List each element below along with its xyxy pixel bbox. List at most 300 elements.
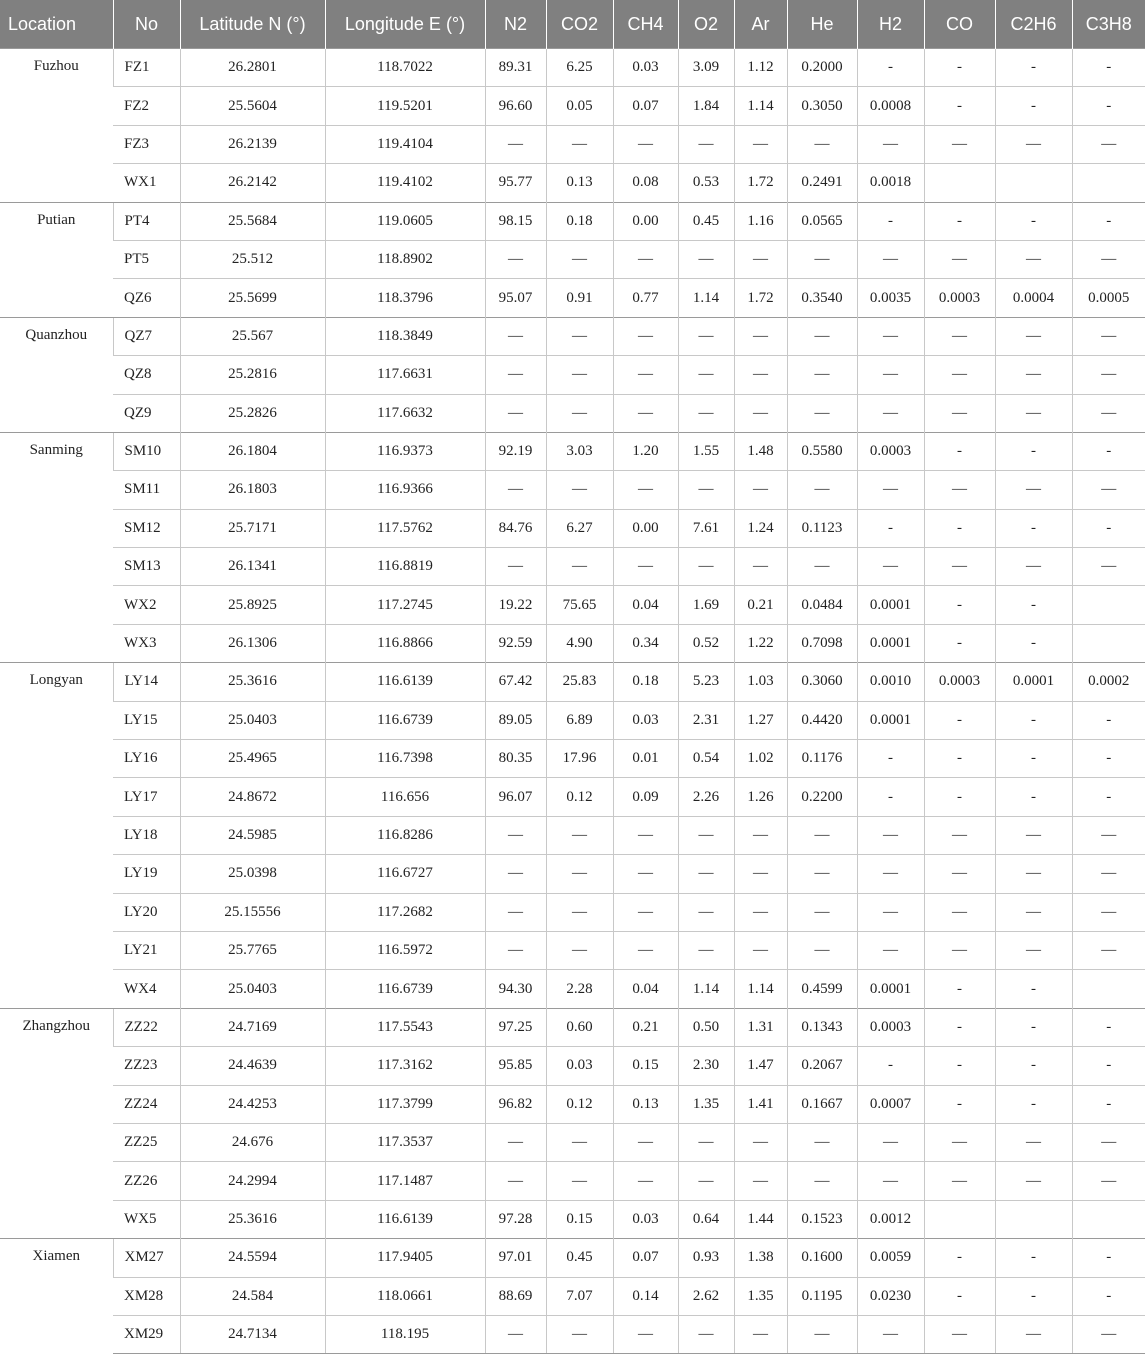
table-cell: — [678,394,734,432]
table-cell: — [734,893,787,931]
table-cell: 0.3540 [787,279,857,317]
table-cell: 1.38 [734,1239,787,1277]
table-row [0,432,1145,470]
table-cell: — [995,1123,1072,1161]
table-cell: — [924,240,995,278]
table-row [0,125,1145,163]
table-cell: 1.14 [734,87,787,125]
sample-number-cell: FZ2 [113,87,180,125]
table-cell: — [613,1162,678,1200]
table-cell: 0.52 [678,624,734,662]
table-cell: 116.5972 [325,931,485,969]
table-cell: 0.0018 [857,164,924,202]
table-cell: 1.69 [678,586,734,624]
table-cell: 0.0003 [924,663,995,701]
table-cell: 0.5580 [787,432,857,470]
table-cell: 116.6139 [325,663,485,701]
table-cell: — [995,356,1072,394]
table-row [0,1047,1145,1085]
table-cell: 0.14 [613,1277,678,1315]
table-cell: 116.6139 [325,1200,485,1238]
table-cell: 0.03 [546,1047,613,1085]
column-header: Latitude N (°) [180,0,325,49]
table-cell: 118.8902 [325,240,485,278]
location-cell: Putian [0,202,113,317]
table-cell: 2.26 [678,778,734,816]
sample-number-cell: LY20 [113,893,180,931]
table-cell: - [924,778,995,816]
table-row [0,164,1145,202]
table-cell: — [546,1123,613,1161]
column-header: Ar [734,0,787,49]
table-cell: — [678,816,734,854]
table-cell: 116.9373 [325,432,485,470]
table-cell: - [1072,202,1145,240]
table-cell: 84.76 [485,509,546,547]
table-cell: — [995,1162,1072,1200]
table-cell: - [995,509,1072,547]
table-cell: 1.24 [734,509,787,547]
table-cell: 117.2745 [325,586,485,624]
table-cell: 25.3616 [180,663,325,701]
table-cell: — [787,394,857,432]
table-cell: 0.1523 [787,1200,857,1238]
sample-number-cell: SM13 [113,548,180,586]
table-cell: — [787,240,857,278]
table-cell: — [485,240,546,278]
table-cell: 0.12 [546,1085,613,1123]
table-cell: — [734,1315,787,1353]
table-cell: 1.72 [734,164,787,202]
table-cell: - [924,1239,995,1277]
table-cell: 26.2142 [180,164,325,202]
table-cell: — [485,931,546,969]
table-cell: 97.01 [485,1239,546,1277]
table-cell: — [787,931,857,969]
table-cell: — [546,356,613,394]
table-cell: 0.0001 [857,586,924,624]
table-cell: 1.16 [734,202,787,240]
table-cell: 17.96 [546,740,613,778]
table-cell: — [678,356,734,394]
column-header: Location [0,0,113,49]
table-cell: — [787,1162,857,1200]
table-cell: — [613,240,678,278]
table-cell: 25.7765 [180,931,325,969]
table-row [0,1162,1145,1200]
table-cell: — [857,1315,924,1353]
table-row [0,87,1145,125]
table-cell: — [546,394,613,432]
table-cell: — [1072,125,1145,163]
table-cell: 0.0003 [924,279,995,317]
table-cell: — [787,548,857,586]
table-cell: — [485,548,546,586]
table-cell: 0.0035 [857,279,924,317]
table-cell: — [678,125,734,163]
table-row [0,548,1145,586]
table-cell: 0.4420 [787,701,857,739]
table-cell: — [734,317,787,355]
table-cell: — [924,1315,995,1353]
table-cell: 0.77 [613,279,678,317]
column-header: O2 [678,0,734,49]
table-cell: 1.14 [678,970,734,1008]
table-cell: — [787,317,857,355]
table-row [0,1315,1145,1353]
table-cell: — [734,356,787,394]
table-cell: — [485,1123,546,1161]
table-cell: - [995,1047,1072,1085]
table-cell: - [924,87,995,125]
table-cell: 26.2801 [180,49,325,87]
column-header: N2 [485,0,546,49]
table-cell: — [734,931,787,969]
table-cell: 0.4599 [787,970,857,1008]
table-cell: 0.04 [613,586,678,624]
table-cell: — [1072,855,1145,893]
table-cell: — [995,240,1072,278]
table-cell: 0.04 [613,970,678,1008]
table-cell: 96.82 [485,1085,546,1123]
table-cell: — [678,855,734,893]
table-cell: - [1072,509,1145,547]
table-cell: — [924,931,995,969]
table-cell: 119.0605 [325,202,485,240]
sample-number-cell: ZZ26 [113,1162,180,1200]
table-cell: - [1072,1239,1145,1277]
table-row [0,1277,1145,1315]
table-cell: 1.03 [734,663,787,701]
sample-number-cell: PT4 [113,202,180,240]
table-cell: — [485,356,546,394]
table-cell [924,1200,995,1238]
table-cell: 89.05 [485,701,546,739]
table-cell: 24.7169 [180,1008,325,1046]
table-cell: — [678,240,734,278]
table-cell: 25.2816 [180,356,325,394]
table-cell: - [995,586,1072,624]
table-cell [1072,164,1145,202]
column-header: CO2 [546,0,613,49]
table-cell: 0.0003 [857,1008,924,1046]
table-cell: 67.42 [485,663,546,701]
table-row [0,663,1145,701]
table-cell: - [924,1085,995,1123]
table-cell: 0.03 [613,701,678,739]
table-cell: — [613,125,678,163]
table-row [0,624,1145,662]
table-cell: 26.2139 [180,125,325,163]
column-header: CH4 [613,0,678,49]
table-cell: 0.64 [678,1200,734,1238]
table-cell: 0.1600 [787,1239,857,1277]
table-cell: — [613,1315,678,1353]
table-cell: — [734,816,787,854]
table-cell: 89.31 [485,49,546,87]
table-cell: 116.7398 [325,740,485,778]
table-cell: - [1072,1008,1145,1046]
table-cell: 117.2682 [325,893,485,931]
table-cell: 2.31 [678,701,734,739]
sample-number-cell: SM12 [113,509,180,547]
table-cell: — [613,317,678,355]
table-cell: 0.93 [678,1239,734,1277]
table-cell: — [546,893,613,931]
table-cell: - [995,701,1072,739]
table-cell: — [613,356,678,394]
table-cell: — [678,1123,734,1161]
table-cell: 116.8866 [325,624,485,662]
table-cell: 25.4965 [180,740,325,778]
table-cell: 6.27 [546,509,613,547]
table-cell: 0.60 [546,1008,613,1046]
table-cell: 0.21 [734,586,787,624]
table-row [0,279,1145,317]
table-cell: - [995,1008,1072,1046]
table-cell: 1.14 [678,279,734,317]
table-cell: — [485,125,546,163]
table-cell: — [857,893,924,931]
table-cell: 0.53 [678,164,734,202]
table-cell: 0.12 [546,778,613,816]
sample-number-cell: ZZ25 [113,1123,180,1161]
table-cell: 1.84 [678,87,734,125]
table-cell: — [857,240,924,278]
table-cell: 116.8819 [325,548,485,586]
table-cell: - [995,970,1072,1008]
table-row [0,1200,1145,1238]
table-cell: — [734,240,787,278]
table-cell: — [678,1315,734,1353]
table-row [0,778,1145,816]
table-row [0,49,1145,87]
table-cell: 0.05 [546,87,613,125]
table-cell: — [787,816,857,854]
table-cell: 0.0007 [857,1085,924,1123]
table-cell: — [1072,931,1145,969]
column-header: C3H8 [1072,0,1145,49]
table-cell: 0.1343 [787,1008,857,1046]
table-header [0,0,1145,49]
table-cell: — [787,855,857,893]
table-cell: — [546,855,613,893]
table-cell [1072,970,1145,1008]
table-cell: — [546,125,613,163]
table-cell: 0.1195 [787,1277,857,1315]
table-cell: 0.03 [613,1200,678,1238]
table-cell: 0.1123 [787,509,857,547]
table-cell: 0.15 [613,1047,678,1085]
table-body [0,49,1145,1354]
table-cell: 25.15556 [180,893,325,931]
table-cell: 117.5762 [325,509,485,547]
sample-number-cell: LY21 [113,931,180,969]
table-cell: 118.3849 [325,317,485,355]
table-cell: — [1072,317,1145,355]
table-cell: 3.03 [546,432,613,470]
table-cell [995,1200,1072,1238]
table-cell: — [613,394,678,432]
table-cell: - [995,49,1072,87]
table-row [0,970,1145,1008]
table-cell: - [995,87,1072,125]
table-cell: 25.2826 [180,394,325,432]
table-cell: 1.27 [734,701,787,739]
table-cell: — [485,471,546,509]
table-cell: 116.6739 [325,970,485,1008]
table-cell: 118.0661 [325,1277,485,1315]
table-cell: 117.3537 [325,1123,485,1161]
table-cell: — [613,931,678,969]
table-cell: — [787,1123,857,1161]
table-cell: — [1072,548,1145,586]
table-cell: 24.4253 [180,1085,325,1123]
table-cell: 95.07 [485,279,546,317]
table-cell: 6.25 [546,49,613,87]
column-header: No [113,0,180,49]
table-cell: 0.18 [546,202,613,240]
table-cell: 116.6727 [325,855,485,893]
table-row [0,855,1145,893]
table-cell: 0.0565 [787,202,857,240]
sample-number-cell: QZ6 [113,279,180,317]
table-cell: 0.0010 [857,663,924,701]
table-cell: - [995,740,1072,778]
table-cell: 80.35 [485,740,546,778]
table-cell: - [1072,87,1145,125]
table-cell: — [678,893,734,931]
table-cell: 0.3060 [787,663,857,701]
table-cell: 88.69 [485,1277,546,1315]
table-cell: — [485,1162,546,1200]
sample-number-cell: FZ1 [113,49,180,87]
table-cell: — [546,931,613,969]
table-cell: 24.4639 [180,1047,325,1085]
table-cell: 96.07 [485,778,546,816]
table-cell: - [995,1277,1072,1315]
table-cell: — [546,317,613,355]
table-cell: — [924,816,995,854]
table-row [0,509,1145,547]
table-cell [924,164,995,202]
table-cell: 0.0005 [1072,279,1145,317]
table-cell: — [995,855,1072,893]
table-cell: — [485,855,546,893]
table-cell: — [613,893,678,931]
table-cell: 117.6632 [325,394,485,432]
table-cell: — [924,125,995,163]
table-cell [995,164,1072,202]
table-cell: - [857,1047,924,1085]
table-cell: 4.90 [546,624,613,662]
table-cell: 1.31 [734,1008,787,1046]
table-cell: - [1072,740,1145,778]
table-cell: — [995,317,1072,355]
table-cell: 118.7022 [325,49,485,87]
table-row [0,1085,1145,1123]
table-cell: — [546,1315,613,1353]
table-cell: — [613,1123,678,1161]
table-row [0,202,1145,240]
table-cell: 97.28 [485,1200,546,1238]
sample-number-cell: LY19 [113,855,180,893]
table-cell: 0.0001 [857,970,924,1008]
sample-number-cell: WX4 [113,970,180,1008]
table-cell: - [857,202,924,240]
table-cell: 0.0001 [857,624,924,662]
table-cell: 0.15 [546,1200,613,1238]
table-cell: 0.0001 [995,663,1072,701]
table-cell: 5.23 [678,663,734,701]
table-cell: — [857,471,924,509]
table-cell: - [995,1085,1072,1123]
table-cell: 94.30 [485,970,546,1008]
sample-number-cell: SM10 [113,432,180,470]
table-cell: — [857,548,924,586]
table-cell: 118.195 [325,1315,485,1353]
table-cell: — [734,125,787,163]
table-cell: 25.5699 [180,279,325,317]
header-row [0,0,1145,49]
table-cell: - [857,49,924,87]
table-cell: — [485,1315,546,1353]
sample-number-cell: PT5 [113,240,180,278]
table-cell: - [1072,1277,1145,1315]
sample-number-cell: XM29 [113,1315,180,1353]
table-cell: 25.512 [180,240,325,278]
table-cell: — [546,1162,613,1200]
table-cell: — [995,125,1072,163]
table-cell: 25.8925 [180,586,325,624]
table-cell: 6.89 [546,701,613,739]
table-cell: - [995,202,1072,240]
table-cell: 98.15 [485,202,546,240]
table-cell: 1.55 [678,432,734,470]
sample-number-cell: WX3 [113,624,180,662]
table-cell: - [924,1008,995,1046]
table-cell: — [995,893,1072,931]
table-cell: — [995,471,1072,509]
table-cell: — [613,471,678,509]
table-cell: — [678,471,734,509]
sample-number-cell: LY18 [113,816,180,854]
table-cell: 25.83 [546,663,613,701]
table-cell: — [678,1162,734,1200]
table-cell: — [613,548,678,586]
table-cell: - [995,778,1072,816]
table-row [0,893,1145,931]
table-cell: 24.676 [180,1123,325,1161]
table-cell: 1.47 [734,1047,787,1085]
table-cell: 119.5201 [325,87,485,125]
table-cell: 0.50 [678,1008,734,1046]
table-cell: 24.7134 [180,1315,325,1353]
table-cell: 1.02 [734,740,787,778]
table-cell: — [924,893,995,931]
table-cell: — [734,394,787,432]
table-cell: 26.1341 [180,548,325,586]
table-cell: 24.2994 [180,1162,325,1200]
table-cell: — [1072,1123,1145,1161]
table-cell: 75.65 [546,586,613,624]
table-cell: - [924,509,995,547]
table-cell: — [678,931,734,969]
table-cell: 0.2000 [787,49,857,87]
table-cell: 1.44 [734,1200,787,1238]
table-cell: - [1072,1085,1145,1123]
sample-number-cell: QZ9 [113,394,180,432]
